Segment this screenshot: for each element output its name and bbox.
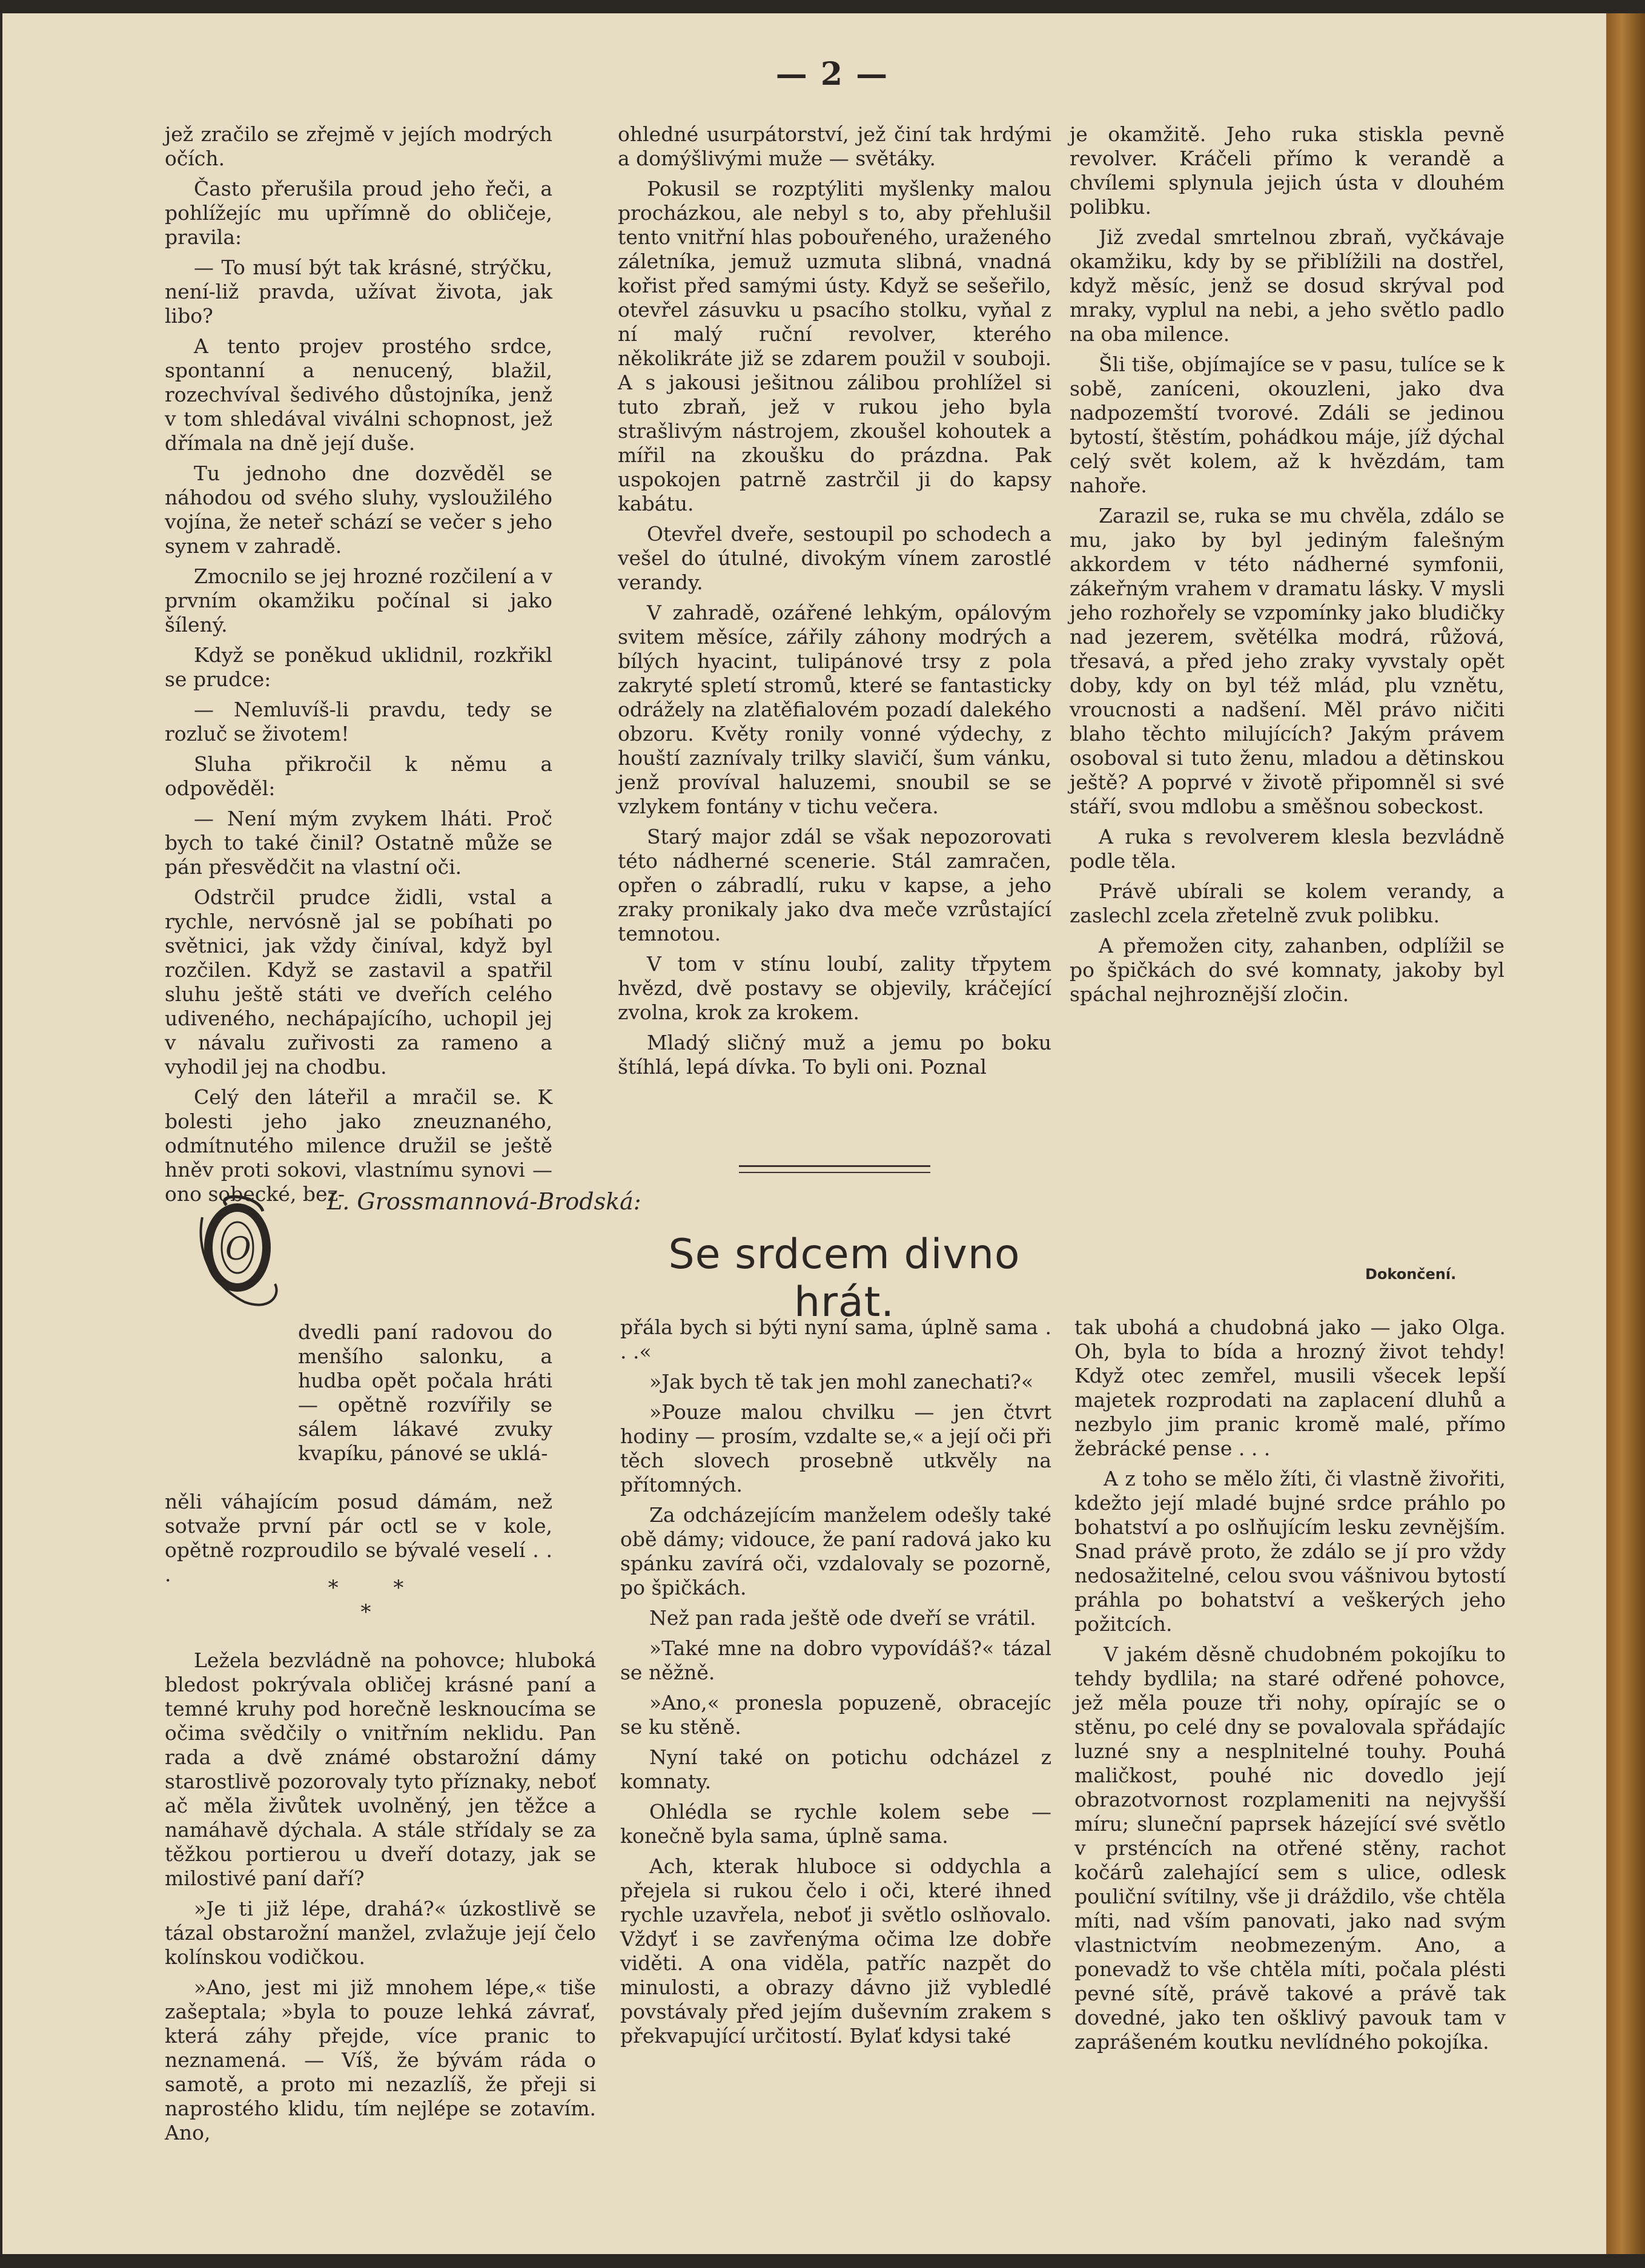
paragraph: Pokusil se rozptýliti myšlenky malou procházkou, ale nebyl s to, aby přehlušil tento vnitřní hlas pobouřeného, uraženého záletníka, jemuž uzmuta slibná, vnadná kořist před samými ústy. Když se sešeřilo, otevřel zásuvku u psacího stolku, vyňal z ní malý ruční revolver, kterého několikráte již se zdarem použil v souboji. A s jakousi ješitnou zálibou prohlížel si tuto zbraň, jež v rukou jeho byla strašlivým nástrojem, zkoušel kohoutek a mířil na zkoušku do prázdna. Pak uspokojen patrně zastrčil ji do kapsy kabátu. (618, 177, 1051, 515)
paragraph: »Také mne na dobro vypovídáš?« tázal se něžně. (620, 1636, 1051, 1684)
decorative-initial-o (190, 1193, 288, 1312)
paragraph: Sluha přikročil k němu a odpověděl: (165, 752, 552, 800)
paragraph: »Pouze malou chvilku — jen čtvrt hodiny — prosím, vzdalte se,« a její oči při těch slovech prosebně utkvěly na přítomných. (620, 1400, 1051, 1496)
paragraph: »Je ti již lépe, drahá?« úzkostlivě se tázal obstarožní manžel, zvlažuje její čelo kolínskou vodičkou. (165, 1897, 596, 1969)
section-stars: * * * (328, 1576, 428, 1624)
story-column-2 (620, 1315, 1051, 2054)
paragraph: Než pan rada ještě ode dveří se vrátil. (649, 1606, 1036, 1630)
paragraph: V zahradě, ozářené lehkým, opálovým svitem měsíce, zářily záhony modrých a bílých hyacint, tulipánové trsy z pola zakryté spletí stromů, které se fantasticky odrážely na zlatěfialovém pozadí dalekého obzoru. Květy ronily vonné výdechy, z houští zaznívaly trilky slavičí, šum vánku, jenž províval haluzemi, snoubil se se vzlykem fontány v tichu večera. (618, 601, 1051, 818)
paragraph: je okamžitě. Jeho ruka stiskla pevně revolver. Kráčeli přímo k verandě a chvílemi splynula jejich ústa v dlouhém polibku. (1070, 122, 1504, 219)
article-column-3 (1070, 122, 1504, 1013)
paragraph: Starý major zdál se však nepozorovati této nádherné scenerie. Stál zamračen, opřen o zábradlí, ruku v kapse, a jeho zraky pronikaly jako dva meče vzrůstající temnotou. (618, 825, 1051, 945)
story-column-3 (1074, 1315, 1506, 2060)
paragraph: V jakém děsně chudobném pokojíku to tehdy bydlila; na staré odřené pohovce, jež měla pouze tři nohy, opírajíc se o stěnu, po celé dny se povalovala spřádajíc luzné sny a nesplnitelné touhy. Pouhá maličkost, pouhé nic dovedlo její obrazotvornost rozplameniti na nejvyšší míru; sluneční paprsek házející své světlo v prsténcích na otřené stěny, rachot kočárů zalehající sem s ulice, odlesk pouliční svítilny, vše ji dráždilo, vše chtěla míti, nad vším panovati, jako nad svým vlastnictvím neobmezeným. Ano, a ponevadž to vše chtěla míti, počala plésti pevné sítě, právě takové a právě tak dovedné, jako ten ošklivý pavouk tam v zaprášeném koutku nevlídného pokojíka. (1074, 1642, 1506, 2054)
paragraph: Nyní také on potichu odcházel z komnaty. (620, 1745, 1051, 1793)
article-column-1 (165, 122, 552, 1212)
paragraph: Právě ubírali se kolem verandy, a zaslechl zcela zřetelně zvuk polibku. (1070, 879, 1504, 927)
paragraph: V tom v stínu loubí, zality třpytem hvězd, dvě postavy se objevily, kráčející zvolna, krok za krokem. (618, 952, 1051, 1024)
paragraph: A přemožen city, zahanben, odplížil se po špičkách do své komnaty, jakoby byl spáchal nejhroznější zločin. (1070, 934, 1504, 1006)
paragraph: Otevřel dveře, sestoupil po schodech a vešel do útulné, divokým vínem zarostlé verandy. (618, 522, 1051, 594)
paragraph: »Ano, jest mi již mnohem lépe,« tiše zašeptala; »byla to pouze lehká závrať, která záhy přejde, více pranic to neznamená. — Víš, že bývám ráda o samotě, a proto mi nezazlíš, že přeji si naprostého klidu, tím nejlépe se zotavím. Ano, (165, 1975, 596, 2144)
paragraph: Mladý sličný muž a jemu po boku štíhlá, lepá dívka. To byli oni. Poznal (618, 1031, 1051, 1079)
paragraph: přála bych si býti nyní sama, úplně sama . . .« (620, 1315, 1051, 1363)
paragraph: Šli tiše, objímajíce se v pasu, tulíce se k sobě, zaníceni, okouzleni, jako dva nadpozemští tvorové. Zdáli se jedinou bytostí, štěstím, pohádkou máje, jíž dýchal celý svět kolem, až k hvězdám, tam nahoře. (1070, 352, 1504, 497)
paragraph: A ruka s revolverem klesla bezvládně podle těla. (1070, 825, 1504, 873)
newspaper-page (2, 13, 1606, 2254)
story-column-1 (165, 1648, 596, 2151)
story-intro-part-b: něli váhajícím posud dámám, než sotvaže první pár octl se v kole, opětně rozproudilo se bývalé veselí . . . (165, 1490, 552, 1586)
paragraph: — To musí být tak krásné, strýčku, není-liž pravda, užívat života, jak libo? (165, 256, 552, 328)
paragraph: A tento projev prostého srdce, spontanní a nenucený, blažil, rozechvíval šedivého důstojníka, jenž v tom shledával viválni schopnost, jež dřímala na dně její duše. (165, 334, 552, 455)
paragraph: — Nemluvíš-li pravdu, tedy se rozluč se životem! (165, 698, 552, 746)
paragraph: Ohlédla se rychle kolem sebe — konečně byla sama, úplně sama. (620, 1800, 1051, 1848)
initial-letter: O (225, 1231, 251, 1268)
paragraph: Celý den láteřil a mračil se. K bolesti jeho jako zneuznaného, odmítnutého milence družil se ještě hněv proti sokovi, vlastnímu synovi — ono sobecké, bez- (165, 1085, 552, 1206)
paragraph: Ležela bezvládně na pohovce; hluboká bledost pokrývala obličej krásné paní a temné kruhy pod horečně lesknoucíma se očima svědčily o vnitřním neklidu. Pan rada a dvě známé obstarožní dámy starostlivě pozorovaly tyto příznaky, neboť ač měla živůtek uvolněný, jen těžce a namáhavě dýchala. A stále střídaly se za těžkou portierou u dveří dotazy, jak se milostivé paní daří? (165, 1648, 596, 1890)
paragraph: Zarazil se, ruka se mu chvěla, zdálo se mu, jako by byl jediným falešným akkordem v této nádherné symfonii, zákeřným vrahem v dramatu lásky. V mysli jeho rozhořely se vzpomínky jako bludičky nad jezerem, světélka modrá, růžová, třesavá, a před jeho zraky vyvstaly opět doby, kdy on byl též mlád, plu vznětu, vroucnosti a nadšení. Měl právo ničiti blaho těchto milujících? Jakým právem osoboval si tuto ženu, mladou a dětinskou ještě? A poprvé v životě připomněl si své stáří, svou mdlobu a směšnou sobeckost. (1070, 504, 1504, 818)
page-number: — 2 — (775, 56, 889, 93)
story-title: Se srdcem divno hrát. (668, 1231, 1021, 1326)
story-author: L. Grossmannová-Brodská: (327, 1188, 641, 1215)
paragraph: Často přerušila proud jeho řeči, a pohlížejíc mu upřímně do obličeje, pravila: (165, 177, 552, 249)
section-divider (739, 1165, 930, 1173)
continuation-note: Dokončení. (1365, 1266, 1457, 1283)
paragraph: — Není mým zvykem lháti. Proč bych to také činil? Ostatně může se pán přesvědčit na vlastní oči. (165, 807, 552, 879)
paragraph: Za odcházejícím manželem odešly také obě dámy; vidouce, že paní radová jako ku spánku zavírá oči, vzdalovaly se pozorně, po špičkách. (620, 1503, 1051, 1599)
paragraph: Odstrčil prudce židli, vstal a rychle, nervósně jal se pobíhati po světnici, jak vždy činíval, když byl rozčilen. Když se zastavil a spatřil sluhu ještě státi ve dveřích celého udiveného, nechápajícího, uchopil jej v návalu zuřivosti za rameno a vyhodil jej na chodbu. (165, 885, 552, 1079)
paragraph: Když se poněkud uklidnil, rozkřikl se prudce: (165, 643, 552, 691)
paragraph: »Jak bych tě tak jen mohl zanechati?« (649, 1370, 1034, 1394)
paragraph: ohledné usurpátorství, jež činí tak hrdými a domýšlivými muže — světáky. (618, 122, 1051, 170)
paragraph: tak ubohá a chudobná jako — jako Olga. Oh, byla to bída a hrozný život tehdy! Když otec zemřel, musili všecek lepší majetek rozprodati na zaplacení dluhů a nezbylo jim pranic kromě malé, přímo žebrácké pense . . . (1074, 1315, 1506, 1460)
paragraph: »Ano,« pronesla popuzeně, obracejíc se ku stěně. (620, 1691, 1051, 1739)
paragraph: Již zvedal smrtelnou zbraň, vyčkávaje okamžiku, kdy by se přiblížili na dostřel, když měsíc, jenž se dosud skrýval pod mraky, vyplul na nebi, a jeho světlo padlo na oba milence. (1070, 225, 1504, 346)
paragraph: jež zračilo se zřejmě v jejích modrých očích. (165, 122, 552, 170)
book-spine-edge (1606, 13, 1645, 2254)
story-intro-part-a: dvedli paní radovou do menšího salonku, a hudba opět počala hráti — opětně rozvířily se sálem lákavé zvuky kvapíku, pánové se uklá- (298, 1320, 552, 1465)
paragraph: A z toho se mělo žíti, či vlastně živořiti, kdežto její mladé bujné srdce práhlo po bohatství a po oslňujícím lesku zevnějším. Snad právě proto, že zdálo se jí pro vždy nedosažitelné, celou svou vášnivou bytostí práhla po bohatství a veškerých jeho požitcích. (1074, 1467, 1506, 1636)
paragraph: Zmocnilo se jej hrozné rozčilení a v prvním okamžiku počínal si jako šílený. (165, 564, 552, 636)
paragraph: Ach, kterak hluboce si oddychla a přejela si rukou čelo i oči, které ihned rychle uzavřela, neboť ji světlo oslňovalo. Vždyť i se zavřenýma očima lze dobře viděti. A ona viděla, patříc nazpět do minulosti, a obrazy dávno již vybledlé povstávaly před jejím duševním zrakem s překvapující určitostí. Bylať kdysi také (620, 1854, 1051, 2048)
paragraph: Tu jednoho dne dozvěděl se náhodou od svého sluhy, vysloužilého vojína, že neteř schází se večer s jeho synem v zahradě. (165, 461, 552, 558)
article-column-2 (618, 122, 1051, 1085)
